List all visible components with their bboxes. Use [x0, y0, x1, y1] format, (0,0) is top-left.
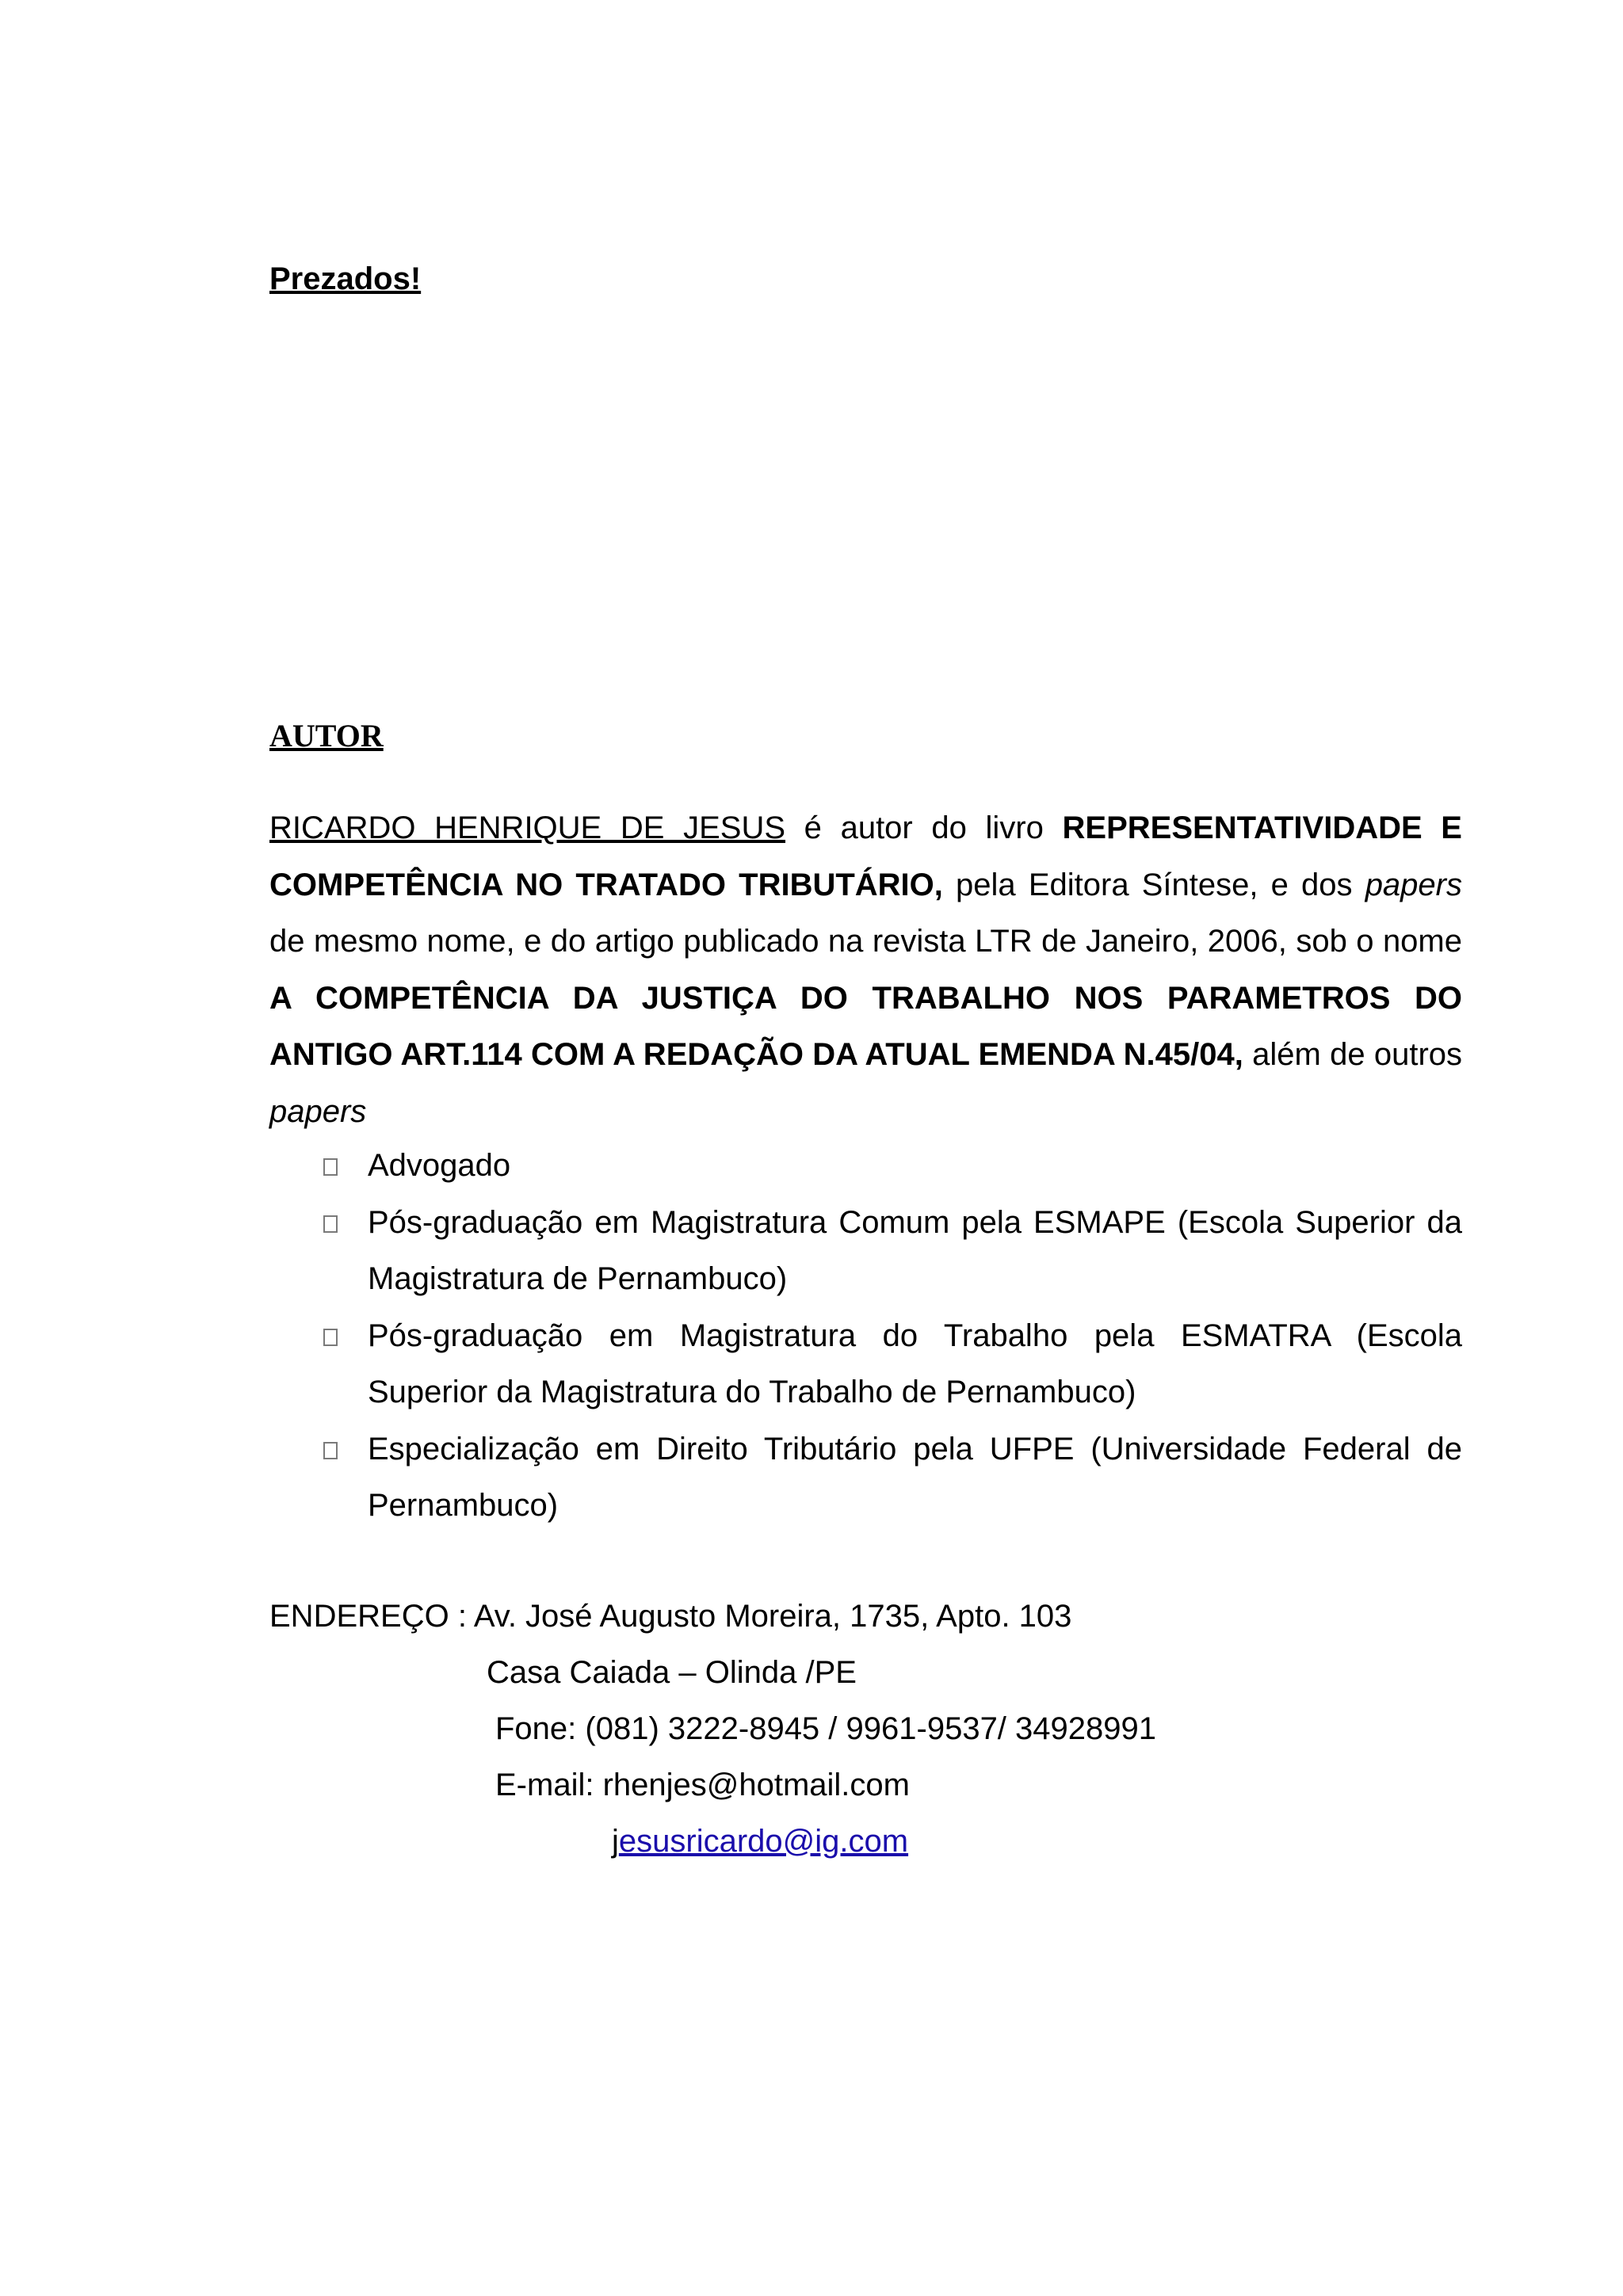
qualification-text: Advogado — [368, 1148, 511, 1183]
checkbox-bullet-icon — [323, 1158, 338, 1176]
author-name: RICARDO HENRIQUE DE JESUS — [269, 810, 786, 845]
email-primary: E-mail: rhenjes@hotmail.com — [495, 1768, 910, 1802]
address-line: ENDEREÇO : Av. José Augusto Moreira, 1735, Apto. 103 — [269, 1599, 1072, 1634]
bio-text-4: além de outros — [1243, 1037, 1463, 1072]
qualification-text: Especialização em Direito Tributário pela UFPE (Universidade Federal de Pernambuco) — [368, 1431, 1462, 1523]
phone-numbers: Fone: (081) 3222-8945 / 9961-9537/ 34928991 — [495, 1711, 1157, 1746]
list-item — [269, 1308, 1462, 1421]
checkbox-bullet-icon — [323, 1442, 338, 1459]
qualifications-list — [269, 1138, 1462, 1535]
qualification-text: Pós-graduação em Magistratura Comum pela ESMAPE (Escola Superior da Magistratura de Pernambuco) — [368, 1204, 1462, 1296]
list-item — [269, 1421, 1462, 1535]
bio-text-1: é autor do livro — [785, 810, 1063, 845]
address-city: Casa Caiada – Olinda /PE — [487, 1655, 857, 1690]
section-heading-autor: AUTOR — [269, 718, 384, 753]
email-secondary — [612, 1824, 908, 1859]
article-title: A COMPETÊNCIA DA JUSTIÇA DO TRABALHO NOS PARAMETROS DO ANTIGO ART.114 COM A REDAÇÃO DA ATUAL EMENDA N.45/04, — [269, 980, 1462, 1072]
checkbox-bullet-icon — [323, 1329, 338, 1346]
greeting: Prezados! — [269, 261, 422, 296]
list-item — [269, 1138, 1462, 1195]
book-title: REPRESENTATIVIDADE E COMPETÊNCIA NO TRATADO TRIBUTÁRIO, — [269, 810, 1462, 902]
list-item — [269, 1195, 1462, 1308]
bio-text-3: de mesmo nome, e do artigo publicado na revista LTR de Janeiro, 2006, sob o nome — [269, 924, 1462, 959]
papers-term: papers — [1365, 867, 1462, 902]
checkbox-bullet-icon — [323, 1215, 338, 1233]
email-prefix: j — [612, 1824, 619, 1859]
bio-text-2: pela Editora Síntese, e dos — [942, 867, 1365, 902]
author-bio — [269, 800, 1462, 1140]
papers-term: papers — [269, 1093, 367, 1129]
email-link[interactable]: esusricardo@ig.com — [618, 1824, 909, 1859]
qualification-text: Pós-graduação em Magistratura do Trabalho pela ESMATRA (Escola Superior da Magistratura do Trabalho de Pernambuco) — [368, 1318, 1462, 1409]
